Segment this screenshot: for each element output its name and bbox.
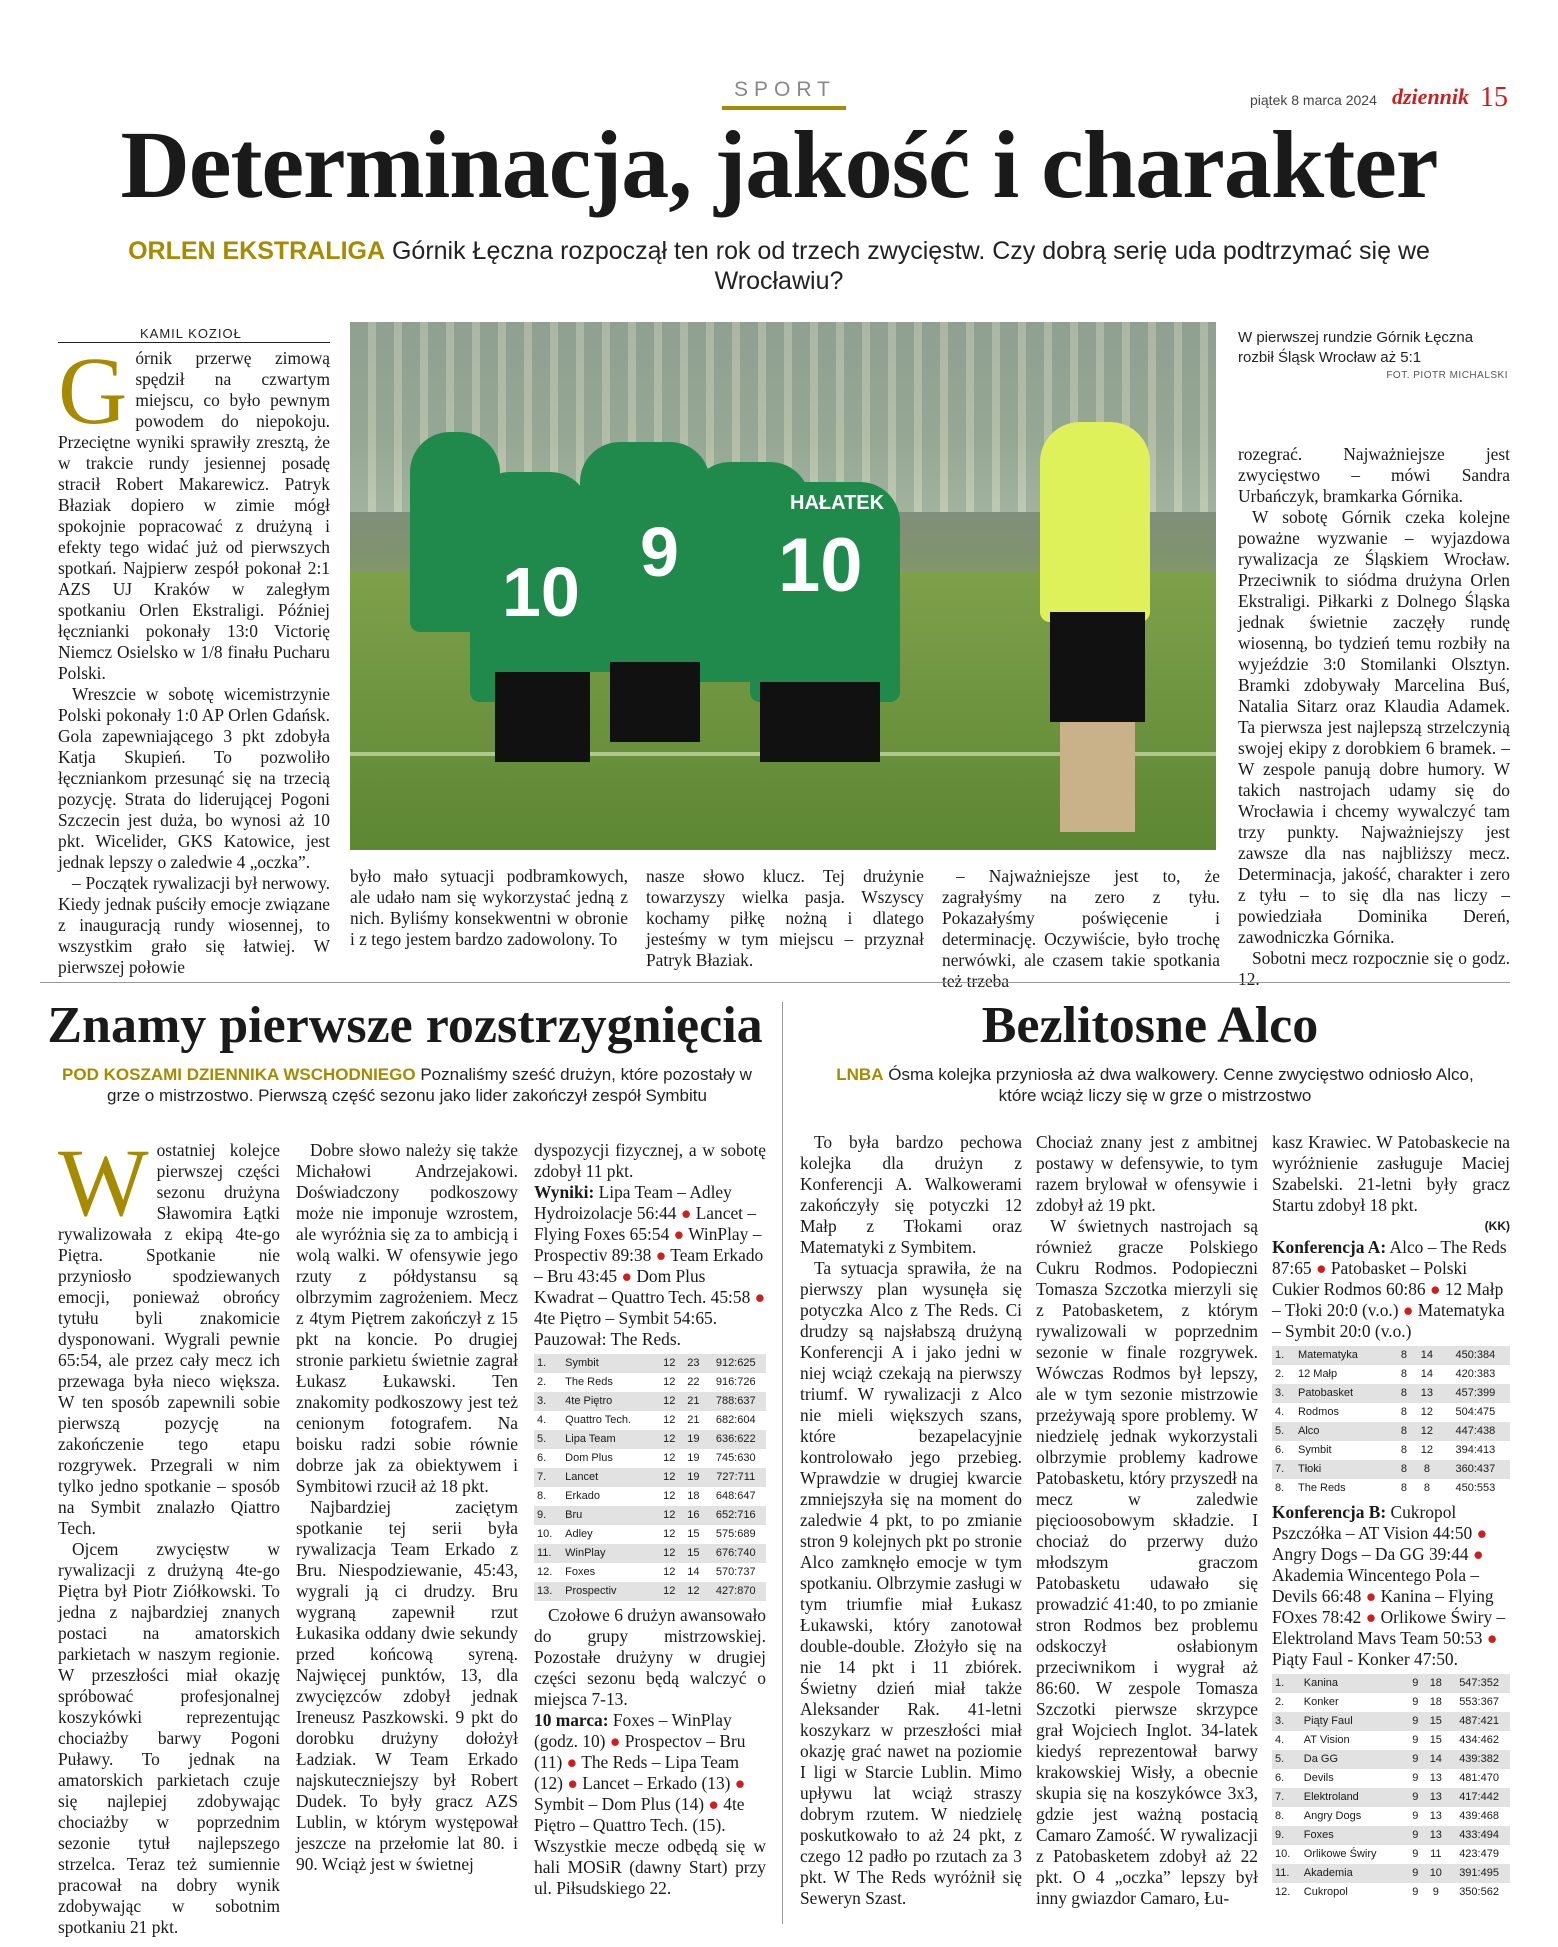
games-cell: 8 (1400, 1482, 1407, 1494)
rank-cell: 7. (534, 1468, 562, 1487)
points-cell: 12 (1420, 1444, 1434, 1456)
table-row (534, 1430, 766, 1449)
team-cell: The Reds (1297, 1482, 1346, 1494)
article2-lead-text: Poznaliśmy sześć drużyn, które pozostały w grze o mistrzostwo. Pierwszą część sezonu jako lider zakończył zespół Symbitu (107, 1065, 752, 1105)
article1-author: KAMIL KOZIOŁ (140, 326, 242, 341)
article2-pause: Pauzował: The Reds. (534, 1329, 681, 1349)
result-item: Alco – The Reds 87:65 (1272, 1237, 1507, 1278)
rank-cell: 10. (1275, 1848, 1291, 1860)
result-item: Dom Plus Kwadrat – Quattro Tech. 45:58 (534, 1266, 751, 1307)
fixture-item: The Reds – Lipa Team (12) (534, 1752, 740, 1793)
score-cell: 575:689 (715, 1528, 756, 1540)
score-cell: 423:479 (1459, 1848, 1499, 1860)
score-cell: 391:495 (1448, 1864, 1510, 1883)
games-cell: 12 (663, 1490, 676, 1502)
team-cell: Patobasket (1295, 1384, 1395, 1403)
points-cell: 8 (1423, 1482, 1430, 1494)
table-row (1272, 1674, 1510, 1693)
rank-cell: 10. (537, 1528, 553, 1540)
table-row (1272, 1807, 1510, 1826)
rank-cell: 2. (1275, 1368, 1285, 1380)
team-cell: Cukropol (1303, 1886, 1348, 1898)
score-cell: 450:384 (1441, 1346, 1510, 1365)
article2-march: 10 marca: Foxes – WinPlay (godz. 10) ● Prospectov – Bru (11) ● The Reds – Lipa Team (12) ● Lancet – Erkado (13) ● Symbit – Dom Plus (14) ● 4te Piętro – Quattro Tech. (15). (534, 1710, 746, 1835)
table-row (1272, 1712, 1510, 1731)
rank-cell: 2. (1275, 1696, 1285, 1708)
table-row (1272, 1365, 1510, 1384)
photo-credit: FOT. PIOTR MICHALSKI (1386, 370, 1508, 381)
march-label: 10 marca: (534, 1710, 609, 1730)
page-number: 15 (1480, 82, 1508, 113)
column-divider (782, 1002, 783, 1924)
rank-cell: 8. (537, 1490, 547, 1502)
article1-col3 (646, 866, 924, 971)
article2-col2-p1: Dobre słowo należy się także Michałowi Andrzejakowi. Doświadczony podkoszowy może nie imponuje wzrostem, ale wyróżnia się za to ambicją i wolą walki. W ofensywie jego rzuty z półdystansu są olbrzymim zagrożeniem. Mecz z 4tym Piętrem zakończył z 15 pkt na koncie. Po drugiej stronie parkietu świetnie zagrał Łukasz Łukawski. Ten znakomity podkoszowy jest też cenionym fotografem. Na boisku radzi sobie równie dobrze jak za obiektywem i Symbitowi rzucił aż 18 pkt. (296, 1140, 518, 1496)
points-cell: 15 (1429, 1734, 1442, 1746)
team-cell: 12 Małp (1297, 1368, 1338, 1380)
article3-confB: Konferencja B: Cukropol Pszczółka – AT Vision 44:50 ● Angry Dogs – Da GG 39:44 ● Akademia Wincentego Pola – Devils 66:48 ● Kanina – Flying FOxes 78:42 ● Orlikowe Świry – Elektroland Mavs Team 50:53 ● Piąty Faul - Konker 47:50. (1272, 1502, 1506, 1669)
team-cell: Bru (562, 1506, 657, 1525)
section-label: SPORT (734, 78, 836, 101)
article1-col5-p3: Sobotni mecz rozpocznie się o godz. 12. (1238, 948, 1510, 989)
article1-kicker: ORLEN EKSTRALIGA (128, 237, 386, 265)
points-cell: 12 (1413, 1422, 1441, 1441)
photo-caption: W pierwszej rundzie Górnik Łęczna rozbił Śląsk Wrocław aż 5:1 (1238, 329, 1474, 366)
shorts-1 (495, 672, 590, 762)
article1-col4 (942, 866, 1220, 992)
points-cell: 8 (1413, 1460, 1441, 1479)
article2-col2 (296, 1140, 518, 1875)
score-cell: 547:352 (1448, 1674, 1510, 1693)
rank-cell: 11. (534, 1544, 562, 1563)
team-cell: Angry Dogs (1303, 1810, 1362, 1822)
article1-col5-p1: rozegrać. Najważniejsze jest zwycięstwo – mówi Sandra Urbańczyk, bramkarka Górnika. (1238, 444, 1510, 506)
article1-col4-text: – Najważniejsze jest to, że zagrałyśmy na zero z tyłu. Pokazałyśmy poświęcenie i determinację. Oczywiście, było trochę nerwówki, ale czasem takie spotkania też trzeba (942, 866, 1220, 991)
rank-cell: 3. (1272, 1712, 1301, 1731)
games-cell: 9 (1407, 1712, 1423, 1731)
points-cell: 15 (681, 1544, 705, 1563)
games-cell: 8 (1400, 1406, 1407, 1418)
section-divider (40, 982, 1510, 983)
team-cell: Akademia (1301, 1864, 1407, 1883)
points-cell: 19 (687, 1452, 700, 1464)
article3-col2-p1: Chociaż znany jest z ambitnej postawy w defensywie, to tym razem brylował w ofensywie i zdobył aż 19 pkt. (1036, 1132, 1258, 1215)
result-item: Lancet – Flying Foxes 65:54 (534, 1203, 757, 1244)
rank-cell: 1. (1272, 1346, 1295, 1365)
team-cell: Symbit (562, 1354, 657, 1373)
points-cell: 9 (1432, 1886, 1439, 1898)
team-cell: Da GG (1301, 1750, 1407, 1769)
points-cell: 22 (687, 1376, 700, 1388)
table-row (534, 1563, 766, 1582)
score-cell: 727:711 (705, 1468, 766, 1487)
rank-cell: 11. (1272, 1864, 1301, 1883)
article2-lead (62, 1064, 752, 1106)
rank-cell: 12. (537, 1566, 553, 1578)
result-item: Kanina – Flying FOxes 78:42 (1272, 1586, 1494, 1627)
team-cell: WinPlay (562, 1544, 657, 1563)
conference-b-table (1272, 1674, 1510, 1902)
article3-col1-p1: To była bardzo pechowa kolejka dla drużyn z Konferencji A. Walkowerami zakończyły się potyczki 12 Małp z Tłokami oraz Matematyki z Symbitem. (800, 1132, 1022, 1257)
games-cell: 12 (657, 1354, 681, 1373)
games-cell: 9 (1412, 1810, 1419, 1822)
points-cell: 23 (681, 1354, 705, 1373)
score-cell: 350:562 (1459, 1886, 1499, 1898)
rank-cell: 13. (534, 1582, 562, 1601)
rank-cell: 4. (1275, 1406, 1285, 1418)
points-cell: 12 (1420, 1406, 1434, 1418)
points-cell: 10 (1424, 1864, 1449, 1883)
article1-col1 (58, 337, 330, 978)
games-cell: 12 (663, 1566, 676, 1578)
article2-title: Znamy pierwsze rozstrzygnięcia (47, 997, 763, 1054)
table-row (534, 1544, 766, 1563)
rank-cell: 9. (534, 1506, 562, 1525)
table-row (534, 1525, 766, 1544)
article3-col3-intro: kasz Krawiec. W Patobaskecie na wyróżnienie zasługuje Maciej Szabelski. 21-letni były gracz Startu zdobył 18 pkt. (1272, 1132, 1510, 1215)
article2-closing: Wszystkie mecze odbędą się w hali MOSiR (dawny Start) przy ul. Piłsudskiego 22. (534, 1836, 766, 1898)
points-cell: 16 (681, 1506, 705, 1525)
games-cell: 9 (1407, 1826, 1423, 1845)
points-cell: 15 (687, 1528, 700, 1540)
article1-col2 (350, 866, 628, 950)
article1-lead (90, 236, 1468, 296)
points-cell: 13 (1424, 1826, 1449, 1845)
article2-col2-p2: Najbardziej zaciętym spotkanie tej serii była rywalizacja Team Erkado z Bru. Niespodziewanie, 45:43, wygrali ją ci drudzy. Bru wygraną zapewnił rzut Łukasika oddany dwie sekundy przed końcową syreną. Najwięcej punktów, 13, dla zwycięzców zdobył jednak Ireneusz Paszkowski. 9 pkt do dorobku drużyny dołożył Ładziak. W Team Erkado najskuteczniejszy był Robert Dudek. To były gracz AZS Lublin, w którym występował jeszcze na przełomie lat 80. i 90. Wciąż jest w świetnej (296, 1497, 518, 1874)
score-cell: 676:740 (705, 1544, 766, 1563)
article1-col5-p2: W sobotę Górnik czeka kolejne poważne wyzwanie – wyjazdowa rywalizacja ze Śląskiem Wrocław. Przeciwnik to siódma drużyna Orlen Ekstraligi. Piłkarki z Dolnego Śląska jednak świetnie zaczęły rundę wiosenną, bo tydzień temu rozbiły na wyjeździe 3:0 Stomilanki Olsztyn. Bramki zdobywały Marcelina Buś, Natalia Sitarz oraz Klaudia Adamek. Ta pierwsza jest najlepszą strzelczynią swojej ekipy z dorobkiem 6 bramek. – W zespole panują dobre humory. W takich nastrojach udamy się do Wrocławia i chcemy wywalczyć tam trzy punkty. Najważniejszy jest zawsze dla nas najbliższy mecz. Determinacja, jakość, charakter i zero z tyłu – to się dla nas liczy – powiedziała Dominika Dereń, zawodniczka Górnika. (1238, 507, 1510, 947)
article1-col1-p2: Wreszcie w sobotę wicemistrzynie Polski pokonały 1:0 AP Orlen Gdańsk. Gola zapewniającego 3 pkt zdobyła Katja Skupień. To pozwoliło łęczniankom przesunąć się na trzecią pozycję. Strata do liderującej Pogoni Szczecin jest duża, bo wynosi aż 10 pkt. Wicelider, GKS Katowice, jest jednak lepszy o zaledwie 4 „oczka”. (58, 684, 330, 872)
table-row (1272, 1460, 1510, 1479)
result-item: Team Erkado – Bru 43:45 (534, 1245, 764, 1286)
points-cell: 21 (681, 1392, 705, 1411)
team-cell: Kanina (1301, 1674, 1407, 1693)
table-row (534, 1506, 766, 1525)
team-cell: Lipa Team (562, 1430, 657, 1449)
team-cell: Dom Plus (565, 1452, 613, 1464)
team-cell: Devils (1303, 1772, 1334, 1784)
rank-cell: 4. (537, 1414, 547, 1426)
table-row (1272, 1750, 1510, 1769)
issue-date: piątek 8 marca 2024 (1250, 92, 1377, 108)
team-cell: 4te Piętro (562, 1392, 657, 1411)
conference-a-table (1272, 1346, 1510, 1498)
points-cell: 19 (681, 1430, 705, 1449)
score-cell: 417:442 (1448, 1788, 1510, 1807)
team-cell: Lancet (562, 1468, 657, 1487)
team-cell: Piąty Faul (1301, 1712, 1407, 1731)
rank-cell: 1. (1272, 1674, 1301, 1693)
score-cell: 420:383 (1455, 1368, 1496, 1380)
team-cell: Prospectiv (562, 1582, 657, 1601)
score-cell: 788:637 (705, 1392, 766, 1411)
table-row (534, 1354, 766, 1373)
rank-cell: 9. (1272, 1826, 1301, 1845)
rank-cell: 8. (1275, 1482, 1285, 1494)
score-cell: 745:630 (715, 1452, 756, 1464)
table-row (534, 1373, 766, 1392)
score-cell: 570:737 (715, 1566, 756, 1578)
team-cell: Matematyka (1295, 1346, 1395, 1365)
team-cell: AT Vision (1303, 1734, 1350, 1746)
team-cell: Orlikowe Świry (1303, 1848, 1377, 1860)
referee-shirt (1040, 422, 1150, 622)
games-cell: 12 (663, 1376, 676, 1388)
points-cell: 14 (687, 1566, 700, 1578)
rank-cell: 8. (1275, 1810, 1285, 1822)
jersey-number-9: 9 (640, 513, 679, 591)
score-cell: 457:399 (1441, 1384, 1510, 1403)
article2-col1 (58, 1129, 280, 1938)
table-row (1272, 1845, 1510, 1864)
article3-kicker: LNBA (836, 1065, 884, 1084)
rank-cell: 4. (1275, 1734, 1285, 1746)
points-cell: 18 (687, 1490, 700, 1502)
article1-col1-p3: – Początek rywalizacji był nerwowy. Kiedy jednak puściły emocje związane z inauguracją rundy wiosennej, to wszystkim grało się łatwiej. W pierwszej połowie (58, 873, 330, 977)
result-item: 12 Małp – Tłoki 20:0 (v.o.) (1272, 1279, 1504, 1320)
result-item: Angry Dogs – Da GG 39:44 (1272, 1544, 1469, 1564)
team-cell: Alco (1295, 1422, 1395, 1441)
table-row (1272, 1788, 1510, 1807)
score-cell: 447:438 (1441, 1422, 1510, 1441)
table-row (534, 1487, 766, 1506)
points-cell: 14 (1413, 1346, 1441, 1365)
games-cell: 9 (1407, 1788, 1423, 1807)
score-cell: 504:475 (1455, 1406, 1496, 1418)
article1-col5 (1238, 444, 1510, 990)
article3-signature: (KK) (1484, 1219, 1510, 1233)
fixture-item: 4te Piętro – Quattro Tech. (15). (534, 1794, 745, 1835)
games-cell: 8 (1395, 1384, 1413, 1403)
article2-after-table: Czołowe 6 drużyn awansowało do grupy mistrzowskiej. Pozostałe drużyny w drugiej części sezonu będą walczyć o miejsca 7-13. (534, 1605, 766, 1709)
games-cell: 12 (657, 1506, 681, 1525)
dropcap-w: W (58, 1129, 149, 1236)
standings-table (534, 1354, 766, 1601)
score-cell: 427:870 (705, 1582, 766, 1601)
article3-lead (820, 1064, 1490, 1106)
score-cell: 636:622 (705, 1430, 766, 1449)
games-cell: 12 (657, 1430, 681, 1449)
team-cell: Quattro Tech. (565, 1414, 631, 1426)
points-cell: 14 (1420, 1368, 1434, 1380)
team-cell: Konker (1303, 1696, 1339, 1708)
article3-col2-p2: W świetnych nastrojach są również gracze Polskiego Cukru Rodmos. Podopieczni Tomasza Szczotka mierzyli się z Patobasketem, z którym rywalizowali w poprzednim sezonie w finale rozgrywek. Wówczas Rodmos był lepszy, ale w tym sezonie mistrzowie przeżywają spore problemy. W niedzielę jednak wykorzystali olbrzymie problemy kadrowe Patobasketu, który przyszedł na mecz w zaledwie pięcioosobowym składzie. I chociaż do przerwy dużo młodszym graczom Patobasketu udawało się prowadzić 41:40, to po zmianie stron Rodmos bez problemu odskoczył osłabionym przeciwnikom i wygrał aż 86:60. W zespole Tomasza Szczotki pierwsze skrzypce grał Wojciech Inglot. 34-latek kiedyś reprezentował barwy krakowskiej Wisły, a obecnie skupia się na koszykówce 3x3, gdzie jest ważną postacią Camaro Zamość. W rywalizacji z Patobasketem zdobył aż 22 pkt. O 4 „oczka” lepszy był inny gwiazdor Camaro, Łu- (1036, 1216, 1258, 1908)
rank-cell: 3. (1272, 1384, 1295, 1403)
results-label: Wyniki: (534, 1182, 595, 1202)
score-cell: 360:437 (1441, 1460, 1510, 1479)
games-cell: 9 (1412, 1696, 1419, 1708)
article3-col1 (800, 1132, 1022, 1909)
article3-col3 (1272, 1132, 1510, 1906)
rank-cell: 2. (537, 1376, 547, 1388)
points-cell: 13 (1424, 1788, 1449, 1807)
rank-cell: 3. (534, 1392, 562, 1411)
fixture-item: Prospectov – Bru (11) (534, 1731, 746, 1772)
team-cell: Tłoki (1295, 1460, 1395, 1479)
score-cell: 439:382 (1448, 1750, 1510, 1769)
referee-shorts (1050, 612, 1145, 722)
games-cell: 8 (1400, 1368, 1407, 1380)
team-cell: Adley (565, 1528, 593, 1540)
score-cell: 487:421 (1448, 1712, 1510, 1731)
team-cell: Erkado (565, 1490, 601, 1502)
article1-col2-text: było mało sytuacji podbramkowych, ale udało nam się wykorzystać jedną z nich. Byliśmy konsekwentni w obronie i z tego jestem bardzo zadowolony. To (350, 866, 628, 949)
games-cell: 9 (1412, 1848, 1419, 1860)
score-cell: 481:470 (1459, 1772, 1499, 1784)
games-cell: 12 (657, 1544, 681, 1563)
shorts-2 (610, 662, 700, 742)
points-cell: 18 (1429, 1696, 1442, 1708)
table-row (534, 1411, 766, 1430)
jersey-number-10: 10 (502, 553, 580, 631)
fixture-item: Lancet – Erkado (13) (582, 1773, 731, 1793)
dropcap-g: G (58, 337, 128, 444)
article2-col3 (534, 1140, 766, 1899)
table-row (1272, 1479, 1510, 1498)
table-row (534, 1582, 766, 1601)
jersey-number-10b: 10 (778, 523, 863, 608)
table-row (534, 1449, 766, 1468)
score-cell: 394:413 (1455, 1444, 1496, 1456)
fixture-item: Foxes – WinPlay (godz. 10) (534, 1710, 732, 1751)
jersey-name: HAŁATEK (790, 492, 885, 514)
games-cell: 12 (663, 1528, 676, 1540)
result-item: 4te Piętro – Symbit 54:65. (534, 1308, 718, 1328)
article1-lead-text: Górnik Łęczna rozpoczął ten rok od trzech zwycięstw. Czy dobrą serię uda podtrzymać się we Wrocławiu? (391, 237, 1430, 295)
score-cell: 916:726 (715, 1376, 756, 1388)
score-cell: 434:462 (1459, 1734, 1499, 1746)
rank-cell: 6. (537, 1452, 547, 1464)
article2-col1-p1: ostatniej kolejce pierwszej części sezonu drużyna Sławomira Łątki rywalizowała z ekipą 4te-go Piętra. Spotkanie nie przyniosło spodziewanych emocji, ponieważ obrońcy tytułu byli znakomicie dysponowani. Wygrali pewnie 65:54, ale przez cały mecz ich przewaga była nieco większa. W ten sposób zapewnili sobie pierwszą pozycję na zakończenie tego etapu rozgrywek. Przegrali w nim tylko jedno spotkanie – sposób na Symbit znalazło Qiattro Tech. (58, 1140, 280, 1538)
points-cell: 15 (1424, 1712, 1449, 1731)
table-row (1272, 1864, 1510, 1883)
result-item: WinPlay – Prospectiv 89:38 (534, 1224, 762, 1265)
table-row (1272, 1384, 1510, 1403)
fixture-item: Symbit – Dom Plus (14) (534, 1794, 705, 1814)
article1-col1-p1: órnik przerwę zimową spędził na czwartym miejscu, co było pewnym powodem do niepokoju. Przeciętne wyniki sprawiły zresztą, że w trakcie rundy jesiennej posadę stracił Robert Makarewicz. Patryk Błaziak dopiero w zimie mógł spokojnie popracować z drużyną i efekty tego widać już od pierwszych spotkań. Najpierw zespół pokonał 2:1 AZS UJ Kraków w zaległym spotkaniu Orlen Ekstraligi. Później łęcznianki pokonały 13:0 Victorię Niemcz Osielsko w 1/8 finału Pucharu Polski. (58, 348, 330, 683)
table-row (1272, 1422, 1510, 1441)
article1-col3-text: nasze słowo klucz. Tej drużynie towarzyszy wielka pasja. Wszyscy kochamy piłkę nożną i dlatego jesteśmy w tym miejscu – przyznał Patryk Błaziak. (646, 866, 924, 970)
games-cell: 9 (1412, 1772, 1419, 1784)
confB-label: Konferencja B: (1272, 1502, 1387, 1522)
table-row (1272, 1883, 1510, 1902)
result-item: Cukropol Pszczółka – AT Vision 44:50 (1272, 1502, 1473, 1543)
games-cell: 8 (1395, 1460, 1413, 1479)
article3-col2 (1036, 1132, 1258, 1909)
points-cell: 13 (1429, 1810, 1442, 1822)
rank-cell: 6. (1275, 1772, 1285, 1784)
result-item: Patobasket – Polski Cukier Rodmos 60:86 (1272, 1258, 1468, 1299)
team-cell: Rodmos (1297, 1406, 1339, 1418)
games-cell: 9 (1412, 1734, 1419, 1746)
confA-label: Konferencja A: (1272, 1237, 1387, 1257)
points-cell: 18 (1424, 1674, 1449, 1693)
result-item: Orlikowe Świry – Elektroland Mavs Team 50:53 (1272, 1607, 1506, 1648)
points-cell: 13 (1429, 1772, 1442, 1784)
games-cell: 9 (1407, 1864, 1423, 1883)
shorts-3 (760, 682, 880, 762)
article2-col3-intro: dyspozycji fizycznej, a w sobotę zdobył 11 pkt. (534, 1140, 766, 1181)
games-cell: 12 (663, 1452, 676, 1464)
games-cell: 12 (657, 1468, 681, 1487)
brand-logo: dziennik (1392, 84, 1470, 109)
table-row (534, 1392, 766, 1411)
rank-cell: 7. (1272, 1788, 1301, 1807)
article1-title: Determinacja, jakość i charakter (120, 111, 1438, 218)
score-cell: 648:647 (715, 1490, 756, 1502)
result-item: Piąty Faul - Konker 47:50. (1272, 1649, 1458, 1669)
score-cell: 912:625 (705, 1354, 766, 1373)
article3-title: Bezlitosne Alco (981, 997, 1319, 1054)
games-cell: 12 (663, 1414, 676, 1426)
team-cell: Foxes (1301, 1826, 1407, 1845)
rank-cell: 12. (1275, 1886, 1291, 1898)
score-cell: 433:494 (1448, 1826, 1510, 1845)
table-row (534, 1468, 766, 1487)
rank-cell: 5. (1272, 1750, 1301, 1769)
score-cell: 682:604 (715, 1414, 756, 1426)
score-cell: 450:553 (1455, 1482, 1496, 1494)
games-cell: 8 (1400, 1444, 1407, 1456)
table-row (1272, 1826, 1510, 1845)
article2-col1-p2: Ojcem zwycięstw w rywalizacji z drużyną 4te-go Piętra był Piotr Ziółkowski. To jedna z najbardziej znanych postaci na amatorskich parkietach w naszym regionie. W przeszłości miał okazję spróbować profesjonalnej koszykówki reprezentując chociażby barwy Pogoni Puławy. To jednak na amatorskich parkietach czuje się najlepiej zdobywając chociażby w poprzednim sezonie tytuł najlepszego strzelca. Teraz też sumiennie pracował na dobry wynik zdobywając w sobotnim spotkaniu 21 pkt. (58, 1539, 280, 1937)
result-item: Akademia Wincentego Pola – Devils 66:48 (1272, 1565, 1480, 1606)
games-cell: 9 (1407, 1674, 1423, 1693)
points-cell: 19 (681, 1468, 705, 1487)
table-row (1272, 1769, 1510, 1788)
team-cell: The Reds (565, 1376, 613, 1388)
games-cell: 9 (1407, 1750, 1423, 1769)
games-cell: 12 (657, 1392, 681, 1411)
article3-col1-p2: Ta sytuacja sprawiła, że na pierwszy plan wysunęła się potyczka Alco z The Reds. Ci drudzy są najsłabszą drużyną Konferencji A i jako jedni w niej wciąż czekają na pierwszy triumf. W rywalizacji z Alco nie mieli większych szans, które bezapelacyjnie kontrolowało jego przebieg. Wprawdzie w drugiej kwarcie zmniejszyła się na moment do zaledwie 4 pkt, to po zmianie stron 9 kolejnych pkt po stronie Alco zamknęło emocje w tym spotkaniu. Olbrzymie zasługi w tym triumfie miał Łukasz Łukawski, który zanotował double-double. Złożyło się na nie 14 pkt i 11 zbiórek. Świetny dzień miał także Aleksander Rak. 41-letni koszykarz w przeszłości miał okazję grać nawet na poziomie I ligi w Starcie Lublin. Mimo upływu lat wciąż straszy dobrym rzutem. W niedzielę poskutkowało to aż 24 pkt, z czego 12 padło po rzutach za 3 pkt. W The Reds wyróżnił się Seweryn Szast. (800, 1258, 1022, 1908)
table-row (1272, 1441, 1510, 1460)
points-cell: 13 (1413, 1384, 1441, 1403)
games-cell: 9 (1412, 1886, 1419, 1898)
article2-results: Wyniki: Lipa Team – Adley Hydroizolacje 56:44 ● Lancet – Flying Foxes 65:54 ● WinPlay – Prospectiv 89:38 ● Team Erkado – Bru 43:45 ● Dom Plus Kwadrat – Quattro Tech. 45:58 ● 4te Piętro – Symbit 54:65. (534, 1182, 766, 1328)
article3-lead-text: Ósma kolejka przyniosła aż dwa walkowery. Cenne zwycięstwo odniosło Alco, które wciąż liczy się w grze o mistrzostwo (888, 1065, 1474, 1105)
score-cell: 439:468 (1459, 1810, 1499, 1822)
team-cell: Foxes (565, 1566, 596, 1578)
result-item: Matematyka – Symbit 20:0 (v.o.) (1272, 1300, 1505, 1341)
rank-cell: 1. (534, 1354, 562, 1373)
football-team-photo (350, 322, 1216, 850)
rank-cell: 5. (1272, 1422, 1295, 1441)
rank-cell: 6. (1275, 1444, 1285, 1456)
points-cell: 14 (1424, 1750, 1449, 1769)
table-row (1272, 1346, 1510, 1365)
table-row (1272, 1403, 1510, 1422)
referee-legs (1060, 722, 1135, 832)
article3-confA: Konferencja A: Alco – The Reds 87:65 ● Patobasket – Polski Cukier Rodmos 60:86 ● 12 Małp – Tłoki 20:0 (v.o.) ● Matematyka – Symbit 20:0 (v.o.) (1272, 1237, 1507, 1341)
points-cell: 21 (687, 1414, 700, 1426)
team-cell: Elektroland (1301, 1788, 1407, 1807)
score-cell: 652:716 (705, 1506, 766, 1525)
games-cell: 12 (657, 1582, 681, 1601)
result-item: Lipa Team – Adley Hydroizolacje 56:44 (534, 1182, 732, 1223)
points-cell: 12 (681, 1582, 705, 1601)
rank-cell: 7. (1272, 1460, 1295, 1479)
rank-cell: 5. (534, 1430, 562, 1449)
table-row (1272, 1731, 1510, 1750)
games-cell: 8 (1395, 1346, 1413, 1365)
score-cell: 553:367 (1459, 1696, 1499, 1708)
table-row (1272, 1693, 1510, 1712)
points-cell: 11 (1430, 1848, 1442, 1860)
games-cell: 8 (1395, 1422, 1413, 1441)
article2-kicker: POD KOSZAMI DZIENNIKA WSCHODNIEGO (62, 1065, 416, 1084)
team-cell: Symbit (1297, 1444, 1332, 1456)
